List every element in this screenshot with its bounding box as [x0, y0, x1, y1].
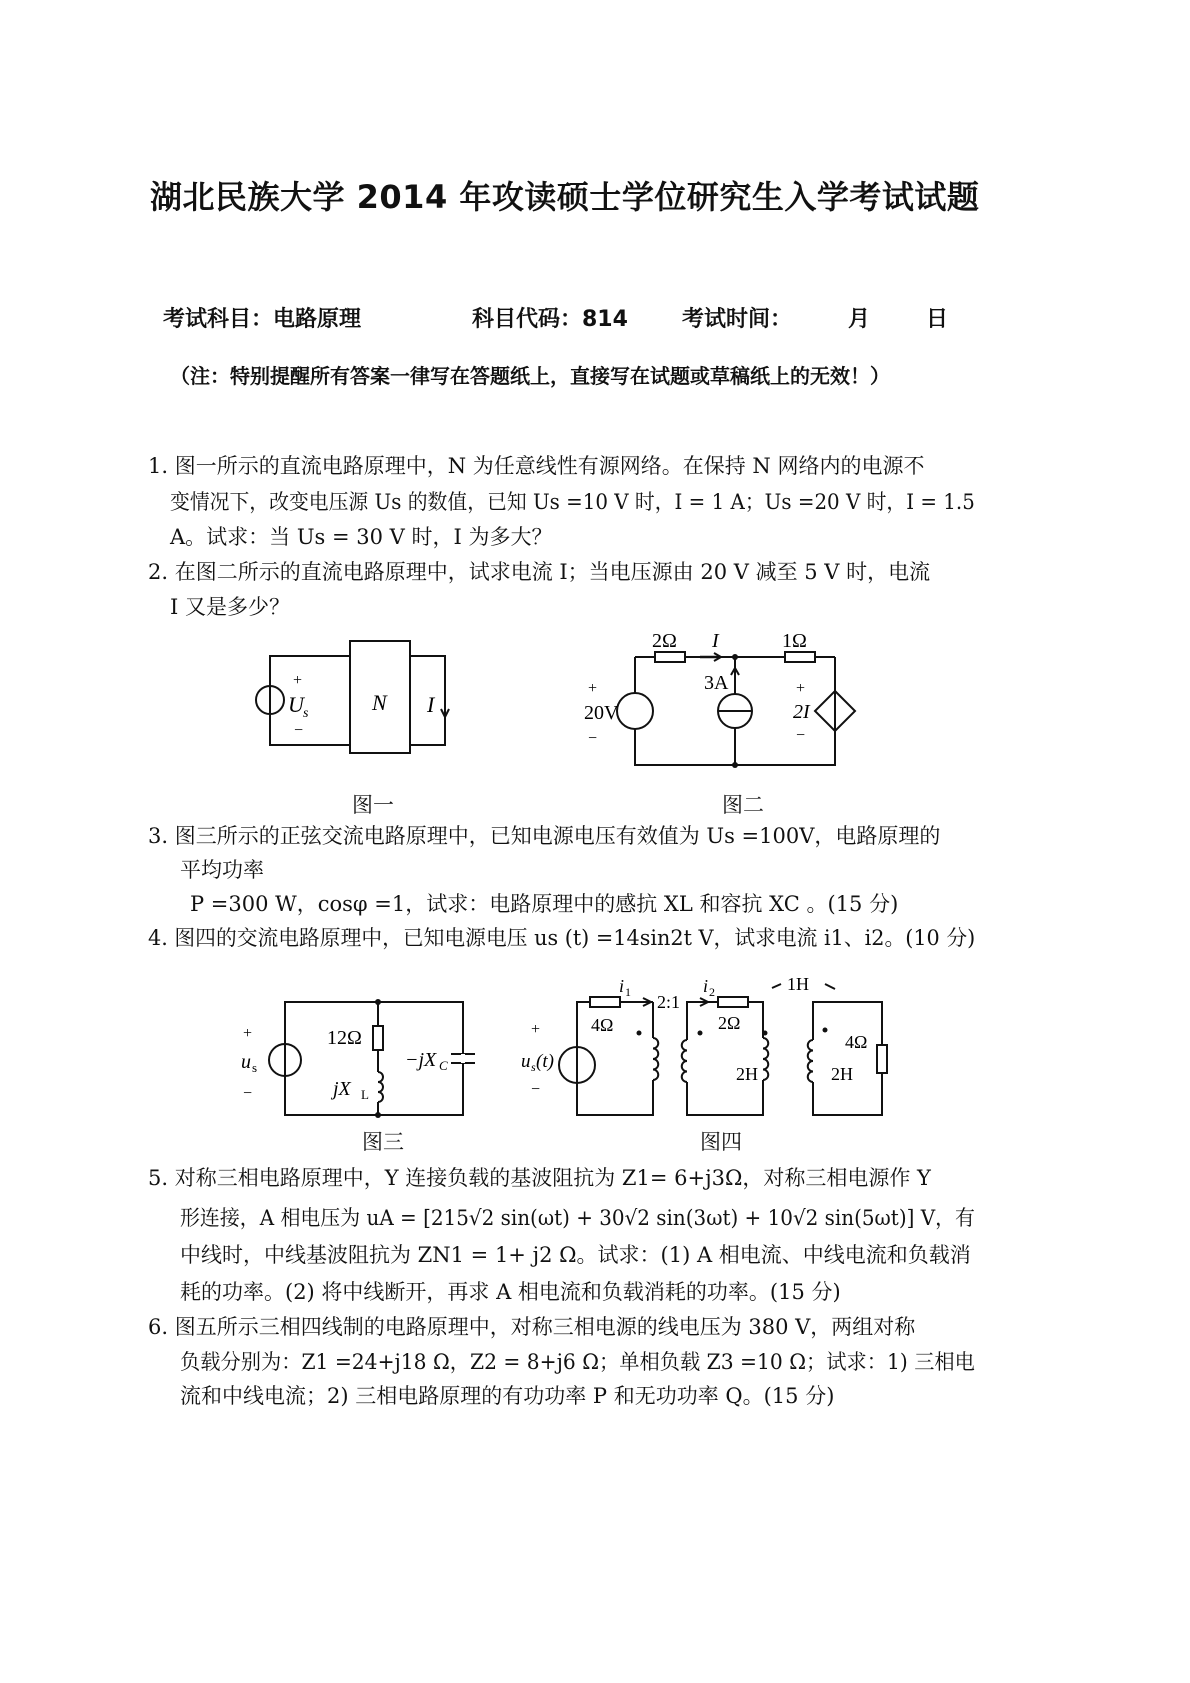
fig2-node-top: [732, 654, 738, 660]
fig4-source-sub: s: [531, 1060, 536, 1074]
fig4-i1-sub: 1: [625, 985, 631, 999]
fig4-l2-label: 2H: [831, 1064, 853, 1084]
q5-line1: 5. 对称三相电路原理中，Y 连接负载的基波阻抗为 Z1= 6+j3Ω，对称三相电源作 Y: [148, 1166, 931, 1190]
q6-line3: 流和中线电流；2) 三相电路原理的有功功率 P 和无功功率 Q。(15 分): [180, 1384, 835, 1408]
fig4-plus: +: [531, 1021, 541, 1038]
q1-line2: 变情况下，改变电压源 Us 的数值，已知 Us =10 V 时，I = 1 A；Us =20 V 时，I = 1.5: [170, 490, 975, 514]
fig3-source-label: u: [241, 1051, 251, 1073]
fig1-plus: +: [293, 672, 303, 689]
fig4-resistor-4ohm: [590, 997, 620, 1007]
fig4-primary-coil-icon: [653, 1038, 658, 1080]
subject-code: 科目代码：814: [472, 307, 628, 332]
fig2-vsource-label: 20V: [584, 702, 619, 724]
fig4-mutual-arrow-right-icon: [825, 984, 835, 989]
fig4-minus: −: [531, 1081, 541, 1098]
fig3-outer-wire: [285, 1002, 463, 1115]
fig4-i1-label: i: [619, 976, 625, 996]
q5-line4: 耗的功率。(2) 将中线断开，再求 A 相电流和负载消耗的功率。(15 分): [180, 1280, 841, 1304]
q3-line1: 3. 图三所示的正弦交流电路原理中，已知电源电压有效值为 Us =100V，电路原理的: [148, 824, 941, 848]
fig4-ratio-label: 2:1: [657, 992, 681, 1012]
exam-month: 月: [848, 307, 871, 332]
fig4-coupled-coil-2-icon: [808, 1040, 813, 1082]
figure-3-circuit: [235, 990, 490, 1120]
fig2-voltage-source-icon: [617, 693, 653, 729]
fig4-r2-label: 2Ω: [718, 1013, 741, 1033]
figure-4-circuit: [521, 970, 895, 1120]
fig2-node-bottom: [732, 762, 738, 768]
figure-1-circuit: [250, 640, 470, 760]
fig3-xl-sub: L: [361, 1087, 369, 1102]
exam-subject: 考试科目：电路原理: [163, 307, 362, 332]
fig1-network-label: N: [372, 690, 387, 715]
fig4-i2-label: i: [703, 976, 709, 996]
figure-2-circuit: [580, 625, 870, 775]
fig2-resistor-2ohm: [655, 652, 685, 662]
fig2-dep-plus: +: [796, 680, 806, 697]
fig1-current-label: I: [427, 692, 435, 717]
fig4-r1-label: 4Ω: [591, 1015, 614, 1035]
fig4-i2-sub: 2: [709, 985, 715, 999]
figure-1-caption: 图一: [352, 793, 394, 817]
fig3-resistor: [373, 1026, 383, 1050]
fig2-dep-minus: −: [796, 727, 806, 744]
fig4-coupled-coil-1-icon: [763, 1038, 768, 1080]
fig3-minus: −: [243, 1085, 253, 1102]
fig2-r2-label: 1Ω: [782, 630, 807, 652]
page-title: 湖北民族大学 2014 年攻读硕士学位研究生入学考试试题: [150, 178, 980, 216]
fig4-r3-label: 4Ω: [845, 1032, 868, 1052]
fig4-resistor-2ohm: [718, 997, 748, 1007]
fig2-r1-label: 2Ω: [652, 630, 677, 652]
fig3-source-sub: s: [252, 1060, 258, 1075]
q2-line1: 2. 在图二所示的直流电路原理中，试求电流 I；当电压源由 20 V 减至 5 V 时，电流: [148, 560, 931, 584]
figure-4-caption: 图四: [700, 1130, 742, 1154]
fig2-resistor-1ohm: [785, 652, 815, 662]
fig4-source-label: u: [521, 1051, 531, 1072]
exam-note: （注：特别提醒所有答案一律写在答题纸上，直接写在试题或草稿纸上的无效！）: [170, 364, 890, 388]
fig4-mutual-arrow-left-icon: [772, 984, 781, 988]
q3-line3: P =300 W，cosφ =1，试求：电路原理中的感抗 XL 和容抗 XC 。(15 分): [190, 892, 899, 916]
fig3-resistor-label: 12Ω: [327, 1027, 362, 1049]
fig3-xc-sub: C: [439, 1058, 448, 1073]
q5-line2: 形连接，A 相电压为 uA = [215√2 sin(ωt) + 30√2 sin(3ωt) + 10√2 sin(5ωt)] V，有: [180, 1206, 975, 1230]
q1-line3: A。试求：当 Us = 30 V 时，I 为多大？: [170, 525, 553, 549]
q6-line2: 负载分别为：Z1 =24+j18 Ω，Z2 = 8+j6 Ω；单相负载 Z3 =10 Ω；试求：1) 三相电: [180, 1350, 975, 1374]
fig4-mutual-label: 1H: [787, 974, 809, 994]
q3-line2: 平均功率: [180, 858, 264, 882]
fig4-source-arg: (t): [536, 1051, 554, 1072]
fig4-secondary-coil-icon: [682, 1040, 687, 1082]
fig1-source-label: U: [288, 692, 304, 717]
fig2-current-label: I: [712, 630, 719, 652]
fig2-dep-label: 2I: [793, 701, 810, 723]
fig1-source-sub: s: [303, 706, 309, 721]
figure-2-caption: 图二: [722, 793, 764, 817]
fig2-csource-label: 3A: [704, 672, 729, 694]
exam-time-label: 考试时间：: [682, 307, 793, 332]
q1-line1: 1. 图一所示的直流电路原理中，N 为任意线性有源网络。在保持 N 网络内的电源不: [148, 454, 925, 478]
fig2-plus: +: [588, 680, 598, 697]
fig1-minus: −: [294, 722, 304, 739]
fig3-inductor-icon: [378, 1072, 383, 1102]
figure-3-caption: 图三: [362, 1130, 404, 1154]
q2-line2: I 又是多少？: [170, 595, 290, 619]
fig4-l1-label: 2H: [736, 1064, 758, 1084]
fig3-plus: +: [243, 1025, 253, 1042]
fig3-xc-label: −jX: [405, 1049, 437, 1071]
q6-line1: 6. 图五所示三相四线制的电路原理中，对称三相电源的线电压为 380 V，两组对称: [148, 1315, 916, 1339]
fig1-left-wire: [270, 656, 350, 745]
q4-line1: 4. 图四的交流电路原理中，已知电源电压 us (t) =14sin2t V，试求电流 i1、i2。(10 分): [148, 926, 976, 950]
exam-day: 日: [926, 307, 949, 332]
q5-line3: 中线时，中线基波阻抗为 ZN1 = 1+ j2 Ω。试求：(1) A 相电流、中线电流和负载消: [180, 1243, 971, 1267]
fig4-resistor-load: [877, 1045, 887, 1073]
fig2-minus: −: [588, 730, 598, 747]
fig3-xl-label: jX: [333, 1078, 351, 1100]
